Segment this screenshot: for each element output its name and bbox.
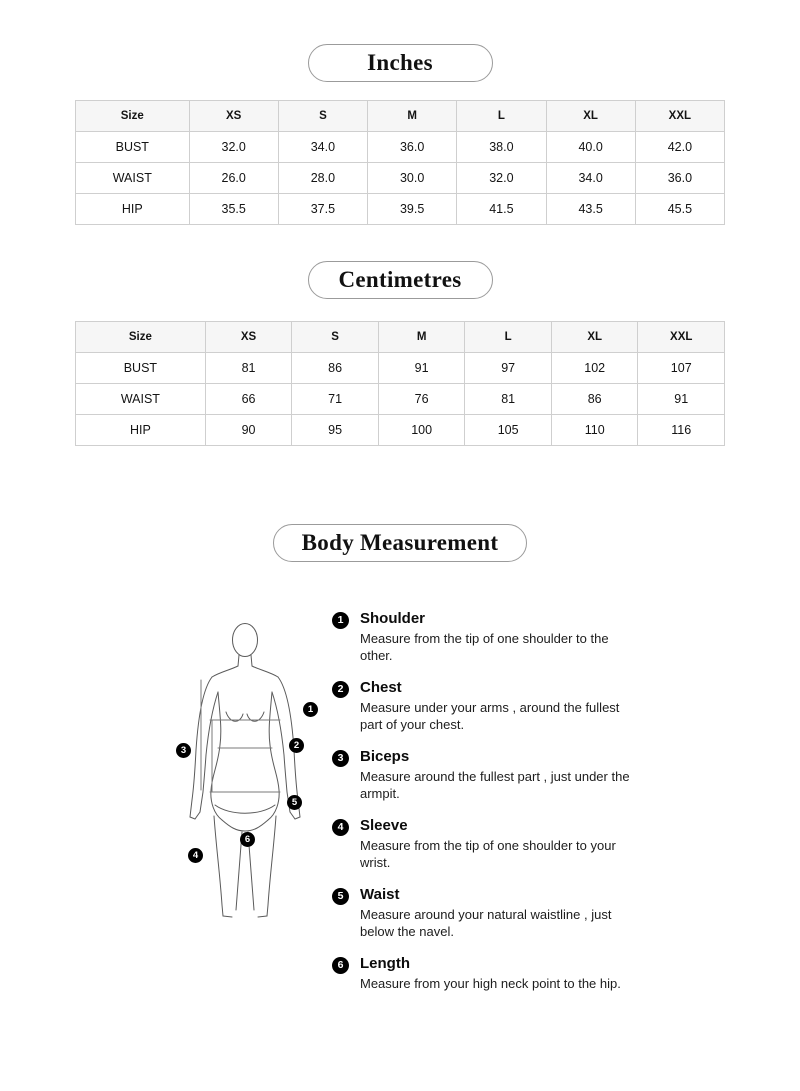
table-cell: 81	[205, 353, 292, 384]
body-figure-drawing	[170, 620, 320, 920]
table-cell: 37.5	[278, 194, 367, 225]
row-label: BUST	[76, 353, 206, 384]
table-cell: 86	[292, 353, 379, 384]
figure-marker-5: 5	[287, 795, 302, 810]
table-header-cell: XXL	[635, 101, 724, 132]
table-cell: 97	[465, 353, 552, 384]
table-cell: 39.5	[368, 194, 457, 225]
row-label: HIP	[76, 415, 206, 446]
table-cell: 45.5	[635, 194, 724, 225]
table-cell: 40.0	[546, 132, 635, 163]
table-cell: 41.5	[457, 194, 546, 225]
item-description: Measure from your high neck point to the hip.	[360, 976, 621, 991]
section-title-centimetres: Centimetres	[308, 261, 493, 299]
measurement-item-biceps	[332, 748, 632, 802]
measurement-list	[332, 610, 632, 1008]
table-cell: 116	[638, 415, 725, 446]
table-cell: 81	[465, 384, 552, 415]
table-cell: 110	[551, 415, 638, 446]
table-header-cell: S	[278, 101, 367, 132]
table-header-cell: Size	[76, 322, 206, 353]
item-description: Measure under your arms , around the fullest part of your chest.	[360, 700, 620, 732]
table-header-row	[76, 101, 725, 132]
item-description: Measure around your natural waistline , just below the navel.	[360, 907, 612, 939]
table-cell: 86	[551, 384, 638, 415]
table-cell: 43.5	[546, 194, 635, 225]
table-cell: 38.0	[457, 132, 546, 163]
table-cell: 71	[292, 384, 379, 415]
table-header-cell: M	[368, 101, 457, 132]
item-label: Chest	[360, 679, 402, 696]
figure-marker-6: 6	[240, 832, 255, 847]
table-cell: 34.0	[546, 163, 635, 194]
table-header-cell: XL	[546, 101, 635, 132]
item-number-badge: 3	[332, 750, 349, 767]
table-cell: 66	[205, 384, 292, 415]
item-label: Waist	[360, 886, 400, 903]
table-cell: 32.0	[189, 132, 278, 163]
item-label: Biceps	[360, 748, 410, 765]
item-description: Measure around the fullest part , just under the armpit.	[360, 769, 630, 801]
table-header-cell: L	[457, 101, 546, 132]
table-header-cell: XXL	[638, 322, 725, 353]
item-number-badge: 6	[332, 957, 349, 974]
measurement-item-chest	[332, 679, 632, 733]
table-cell: 26.0	[189, 163, 278, 194]
inches-table	[75, 100, 725, 225]
table-cell: 32.0	[457, 163, 546, 194]
row-label: WAIST	[76, 163, 190, 194]
item-number-badge: 1	[332, 612, 349, 629]
item-label: Shoulder	[360, 610, 426, 627]
measurement-item-sleeve	[332, 817, 632, 871]
figure-marker-4: 4	[188, 848, 203, 863]
table-cell: 95	[292, 415, 379, 446]
table-header-cell: XL	[551, 322, 638, 353]
body-figure	[170, 610, 320, 922]
table-cell: 105	[465, 415, 552, 446]
item-label: Length	[360, 955, 410, 972]
table-cell: 30.0	[368, 163, 457, 194]
table-cell: 100	[378, 415, 465, 446]
row-label: HIP	[76, 194, 190, 225]
table-header-cell: XS	[205, 322, 292, 353]
item-description: Measure from the tip of one shoulder to the other.	[360, 631, 609, 663]
table-cell: 28.0	[278, 163, 367, 194]
table-cell: 107	[638, 353, 725, 384]
table-header-row	[76, 322, 725, 353]
table-header-cell: Size	[76, 101, 190, 132]
table-cell: 102	[551, 353, 638, 384]
table-cell: 34.0	[278, 132, 367, 163]
figure-marker-2: 2	[289, 738, 304, 753]
table-header-cell: XS	[189, 101, 278, 132]
body-measurement-section	[170, 610, 800, 1008]
table-cell: 91	[378, 353, 465, 384]
row-label: BUST	[76, 132, 190, 163]
table-row-hip	[76, 415, 725, 446]
item-number-badge: 4	[332, 819, 349, 836]
item-label: Sleeve	[360, 817, 408, 834]
section-title-inches: Inches	[308, 44, 493, 82]
table-header-cell: L	[465, 322, 552, 353]
table-cell: 36.0	[635, 163, 724, 194]
figure-marker-1: 1	[303, 702, 318, 717]
table-row-bust	[76, 353, 725, 384]
row-label: WAIST	[76, 384, 206, 415]
table-cell: 42.0	[635, 132, 724, 163]
table-row-hip	[76, 194, 725, 225]
item-number-badge: 5	[332, 888, 349, 905]
table-header-cell: M	[378, 322, 465, 353]
table-cell: 35.5	[189, 194, 278, 225]
table-header-cell: S	[292, 322, 379, 353]
figure-marker-3: 3	[176, 743, 191, 758]
measurement-item-shoulder	[332, 610, 632, 664]
item-number-badge: 2	[332, 681, 349, 698]
centimetres-table	[75, 321, 725, 446]
table-cell: 91	[638, 384, 725, 415]
table-cell: 90	[205, 415, 292, 446]
table-row-waist	[76, 384, 725, 415]
table-row-bust	[76, 132, 725, 163]
measurement-item-waist	[332, 886, 632, 940]
measurement-item-length	[332, 955, 632, 993]
section-title-body-measurement: Body Measurement	[273, 524, 528, 562]
table-cell: 76	[378, 384, 465, 415]
table-cell: 36.0	[368, 132, 457, 163]
table-row-waist	[76, 163, 725, 194]
item-description: Measure from the tip of one shoulder to your wrist.	[360, 838, 616, 870]
